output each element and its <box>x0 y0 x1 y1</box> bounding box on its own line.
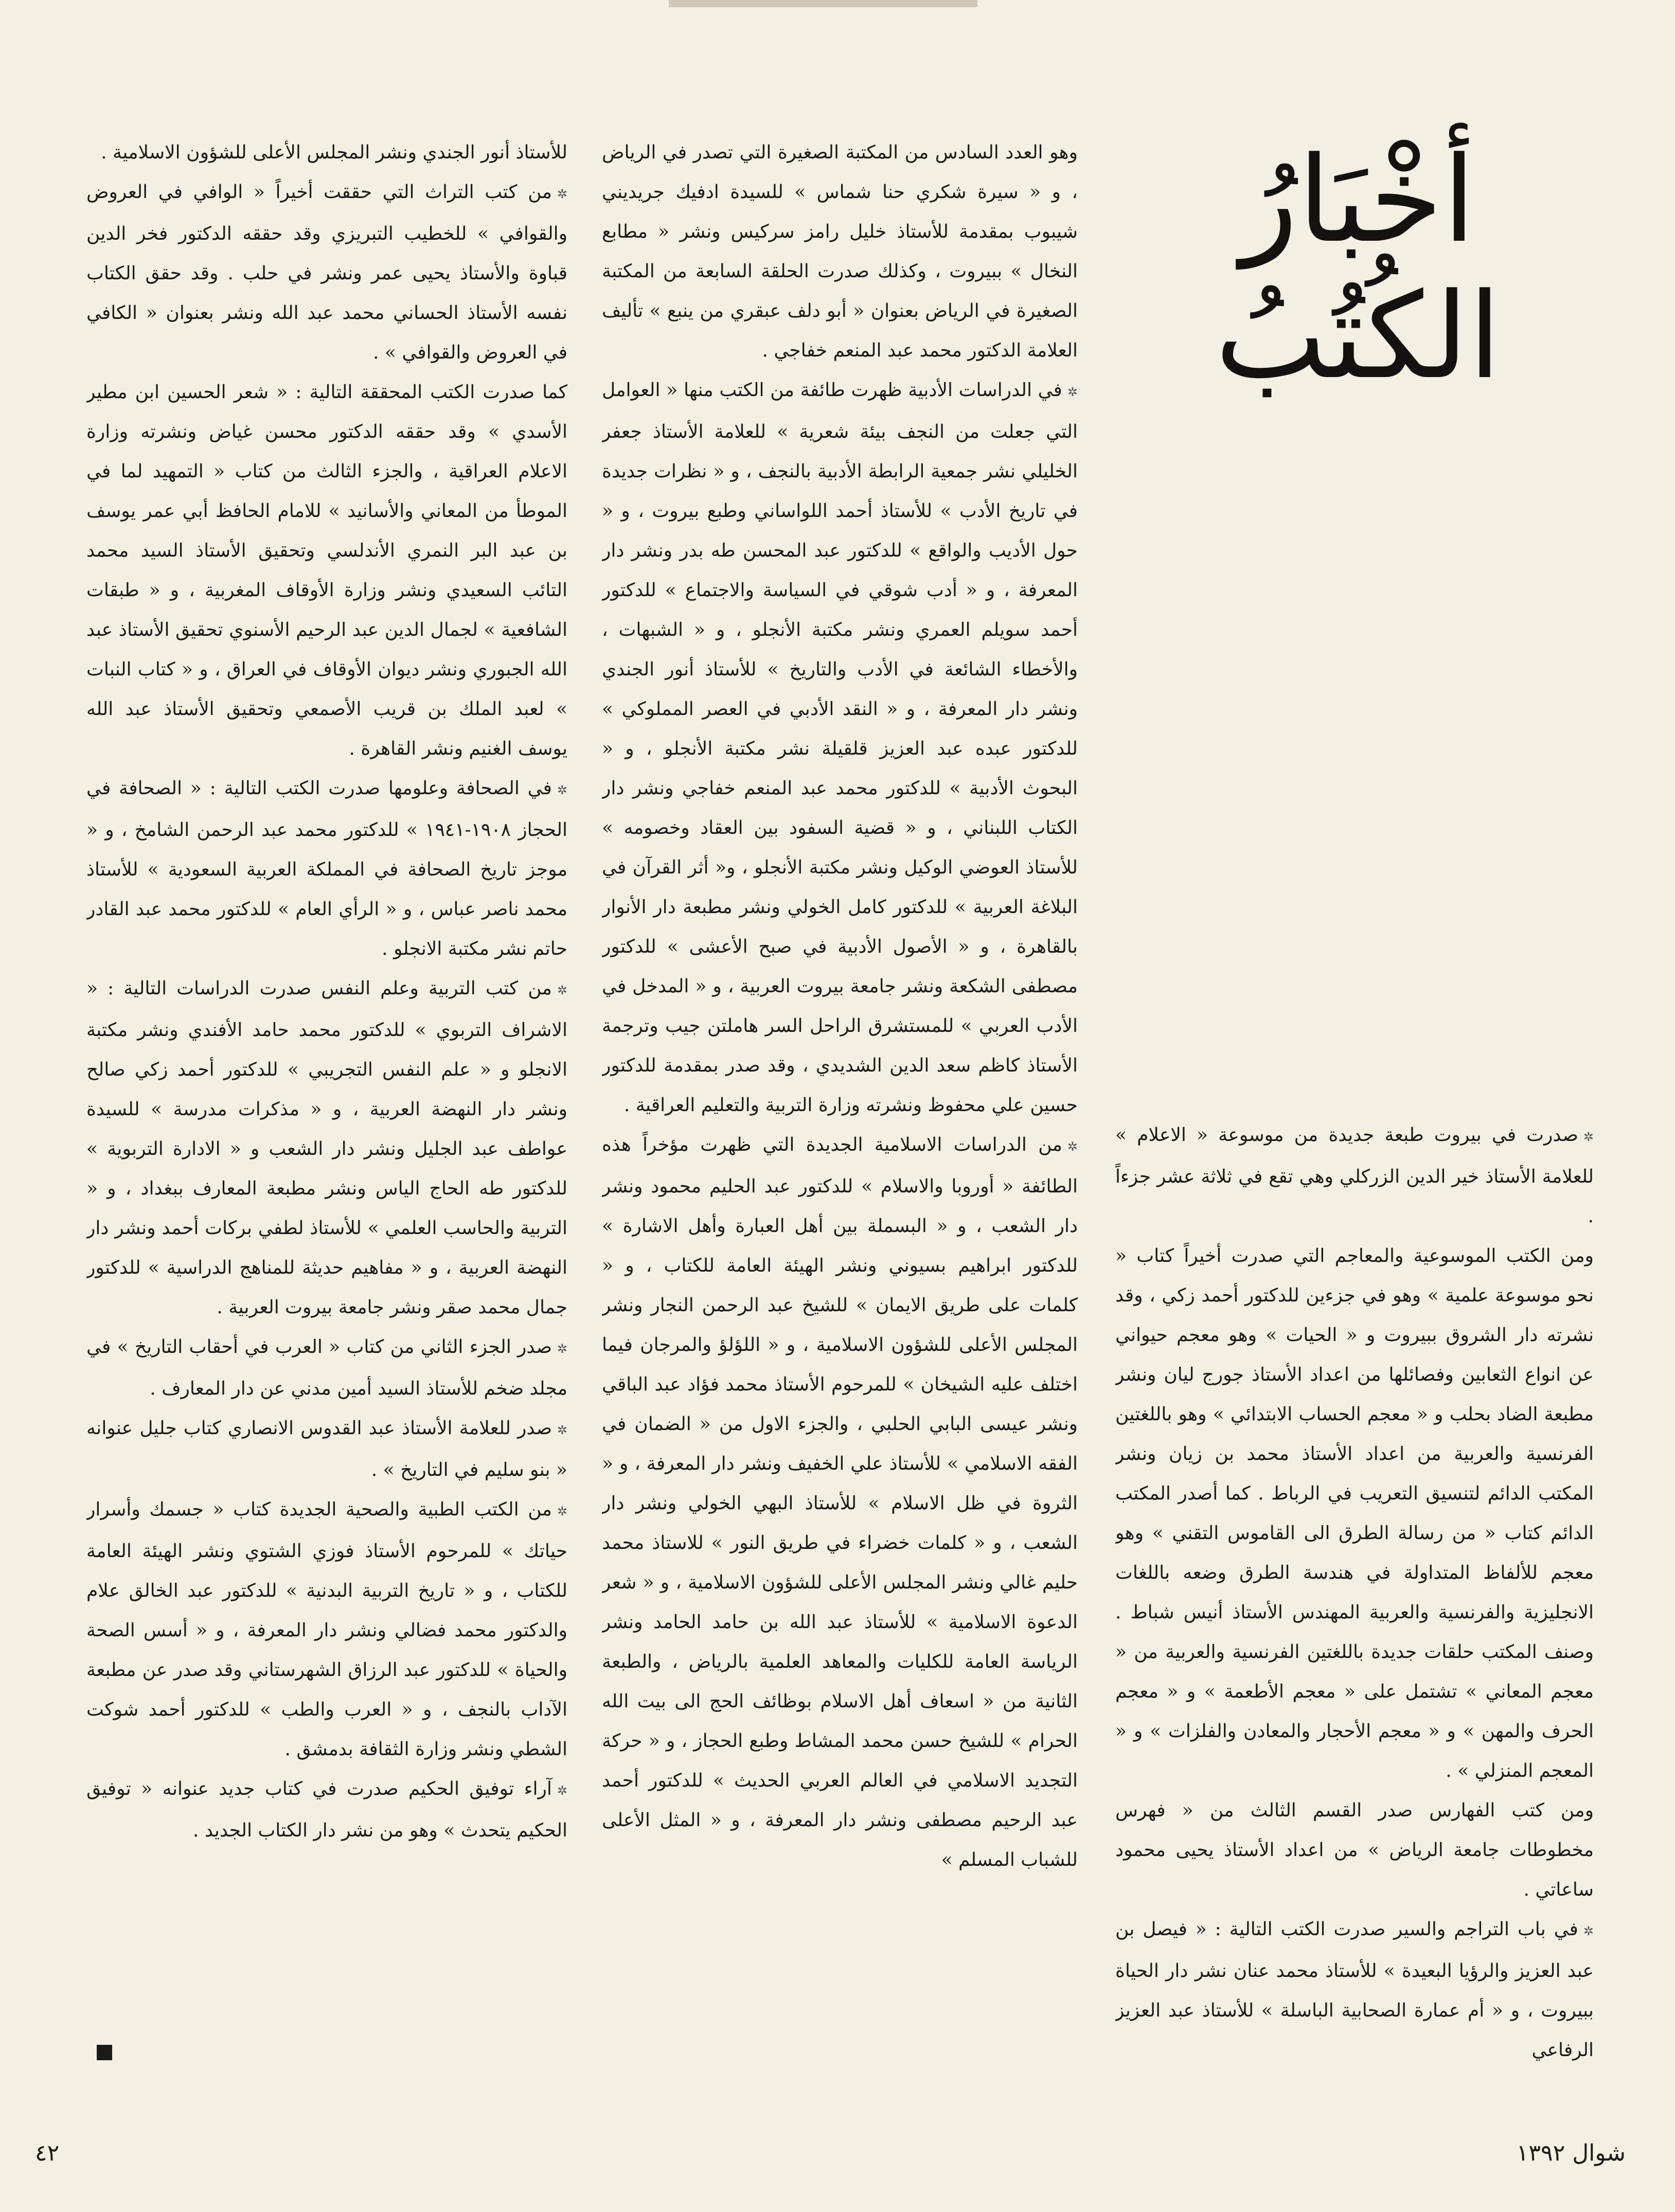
asterisk-icon: ✲ <box>557 187 567 201</box>
asterisk-icon: ✲ <box>1583 1130 1594 1144</box>
asterisk-icon: ✲ <box>557 1504 567 1519</box>
asterisk-icon: ✲ <box>557 983 567 997</box>
paragraph: ✲في الصحافة وعلومها صدرت الكتب التالية : « الصحافة في الحجاز ١٩٠٨-١٩٤١ » للدكتور محمد عبد الرحمن الشامخ ، و « موجز تاريخ الصحافة في المملكة العربية السعودية » للأستاذ محمد ناصر عباس ، و « الرأي العام » للدكتور محمد عبد القادر حاتم نشر مكتبة الانجلو . <box>86 778 567 959</box>
left-column <box>86 133 567 2082</box>
paragraph: ✲في باب التراجم والسير صدرت الكتب التالية : « فيصل بن عبد العزيز والرؤيا البعيدة » للأستاذ محمد عنان نشر دار الحياة ببيروت ، و « أم عمارة الصحابية الباسلة » للأستاذ عبد العزيز الرفاعي <box>1115 1919 1594 2061</box>
right-column-body <box>1115 1115 1594 2070</box>
footer-page-number: ٤٢ <box>35 2140 60 2166</box>
asterisk-icon: ✲ <box>557 1423 567 1437</box>
paragraph: للأستاذ أنور الجندي ونشر المجلس الأعلى للشؤون الاسلامية . <box>101 142 567 163</box>
footer-issue-date: شوال ١٣٩٢ <box>1516 2140 1626 2166</box>
paragraph: ✲في الدراسات الأدبية ظهرت طائفة من الكتب منها « العوامل التي جعلت من النجف بيئة شعرية » للعلامة الأستاذ جعفر الخليلي نشر جمعية الرابطة الأدبية بالنجف ، و « نظرات جديدة في تاريخ الأدب » للأستاذ أحمد اللواساني وطبع بيروت ، و « حول الأديب والواقع » للدكتور عبد المحسن طه بدر ونشر دار المعرفة ، و « أدب شوقي في السياسة والاجتماع » للدكتور أحمد سويلم العمري ونشر مكتبة الأنجلو ، و « الشبهات ، والأخطاء الشائعة في الأدب والتاريخ » للأستاذ أنور الجندي ونشر دار المعرفة ، و « النقد الأدبي في العصر المملوكي » للدكتور عبده عبد العزيز قلقيلة نشر مكتبة الأنجلو ، و « البحوث الأدبية » للدكتور محمد عبد المنعم خفاجي ونشر دار الكتاب اللبناني ، و « قضية السفود بين العقاد وخصومه » للأستاذ العوضي الوكيل ونشر مكتبة الأنجلو ، و« أثر القرآن في البلاغة العربية » للدكتور كامل الخولي ونشر مطبعة دار الأنوار بالقاهرة ، و « الأصول الأدبية في صبح الأعشى » للدكتور مصطفى الشكعة ونشر جامعة بيروت العربية ، و « المدخل في الأدب العربي » للمستشرق الراحل السر هاملتن جيب وترجمة الأستاذ كاظم سعد الدين الشديدي ، وقد صدر بمقدمة للدكتور حسين علي محفوظ ونشرته وزارة التربية والتعليم العراقية . <box>602 380 1078 1116</box>
paragraph: ✲صدر الجزء الثاني من كتاب « العرب في أحقاب التاريخ » في مجلد ضخم للأستاذ السيد أمين مدني عن دار المعارف . <box>86 1336 567 1399</box>
paragraph: ✲من الكتب الطبية والصحية الجديدة كتاب « جسمك وأسرار حياتك » للمرحوم الأستاذ فوزي الشتوي ونشر الهيئة العامة للكتاب ، و « تاريخ التربية البدنية » للدكتور عبد الخالق علام والدكتور محمد فضالي ونشر دار المعرفة ، و « أسس الصحة والحياة » للدكتور عبد الرزاق الشهرستاني وقد صدر عن مطبعة الآداب بالنجف ، و « العرب والطب » للدكتور أحمد شوكت الشطي ونشر وزارة الثقافة بدمشق . <box>86 1499 567 1760</box>
masthead-line-2: الكُتُبُ <box>1215 268 1502 405</box>
asterisk-icon: ✲ <box>1067 1139 1078 1154</box>
paragraph: ✲من كتب التراث التي حققت أخيراً « الوافي في العروض والقوافي » للخطيب التبريزي وقد حققه الدكتور فخر الدين قباوة والأستاذ يحيى عمر ونشر في حلب . وقد حقق الكتاب نفسه الأستاذ الحساني محمد عبد الله ونشر بعنوان « الكافي في العروض والقوافي » . <box>86 182 567 363</box>
asterisk-icon: ✲ <box>1583 1924 1594 1938</box>
paragraph: كما صدرت الكتب المحققة التالية : « شعر الحسين ابن مطير الأسدي » وقد حققه الدكتور محسن غياض ونشرته وزارة الاعلام العراقية ، والجزء الثالث من كتاب « التمهيد لما في الموطأ من المعاني والأسانيد » للامام الحافظ أبي عمر يوسف بن عبد البر النمري الأندلسي وتحقيق الأستاذ السيد محمد التائب السعيدي ونشر وزارة الأوقاف المغربية ، و « طبقات الشافعية » لجمال الدين عبد الرحيم الأسنوي تحقيق الأستاذ عبد الله الجبوري ونشر ديوان الأوقاف في العراق ، و « كتاب النبات » لعبد الملك بن قريب الأصمعي وتحقيق الأستاذ عبد الله يوسف الغنيم ونشر القاهرة . <box>86 382 567 759</box>
paragraph: وهو العدد السادس من المكتبة الصغيرة التي تصدر في الرياض ، و « سيرة شكري حنا شماس » للسيدة ادفيك جريديني شيبوب بمقدمة للأستاذ خليل رامز سركيس ونشر « مطابع النخال » ببيروت ، وكذلك صدرت الحلقة السابعة من المكتبة الصغيرة في الرياض بعنوان « أبو دلف عبقري من ينبع » تأليف العلامة الدكتور محمد عبد المنعم خفاجي . <box>602 142 1078 361</box>
paragraph: ومن الكتب الموسوعية والمعاجم التي صدرت أخيراً كتاب « نحو موسوعة علمية » وهو في جزءين للدكتور أحمد زكي ، وقد نشرته دار الشروق ببيروت و « الحيات » وهو معجم حيواني عن انواع الثعابين وفصائلها من اعداد الأستاذ جورج ليان ونشر مطبعة الضاد بحلب و « معجم الحساب الابتدائي » وهو باللغتين الفرنسية والعربية من اعداد الأستاذ محمد بن زيان ونشر المكتب الدائم لتنسيق التعريب في الرباط . كما أصدر المكتب الدائم كتاب « من رسالة الطرق الى القاموس التقني » وهو معجم للألفاظ المتداولة في هندسة الطرق وضعه باللغات الانجليزية والفرنسية والعربية المهندس الأستاذ أنيس شباط . وصنف المكتب حلقات جديدة باللغتين الفرنسية والعربية من « معجم المعاني » تشتمل على « معجم الأطعمة » و « معجم الحرف والمهن » و « معجم الأحجار والمعادن والفلزات » و « المعجم المنزلي » . <box>1115 1245 1594 1781</box>
paragraph: ✲صدر للعلامة الأستاذ عبد القدوس الانصاري كتاب جليل عنوانه « بنو سليم في التاريخ » . <box>86 1418 567 1480</box>
masthead-line-1: أخْبَارُ <box>1240 132 1476 269</box>
asterisk-icon: ✲ <box>557 1783 567 1798</box>
end-of-article-square-icon <box>97 2045 112 2060</box>
paragraph: ✲آراء توفيق الحكيم صدرت في كتاب جديد عنوانه « توفيق الحكيم يتحدث » وهو من نشر دار الكتاب الجديد . <box>86 1778 567 1841</box>
paragraph: ✲من كتب التربية وعلم النفس صدرت الدراسات التالية : « الاشراف التربوي » للدكتور محمد حامد الأفندي ونشر مكتبة الانجلو و « علم النفس التجريبي » للدكتور أحمد زكي صالح ونشر دار النهضة العربية ، و « مذكرات مدرسة » للسيدة عواطف عبد الجليل ونشر دار الشعب و « الادارة التربوية » للدكتور طه الحاج الياس ونشر مطبعة المعارف ببغداد ، و « التربية والحاسب العلمي » للأستاذ لطفي بركات أحمد ونشر دار النهضة العربية ، و « مفاهيم حديثة للمناهج الدراسية » للدكتور جمال محمد صقر ونشر جامعة بيروت العربية . <box>86 978 567 1318</box>
top-edge-shadow <box>669 0 977 7</box>
asterisk-icon: ✲ <box>557 1342 567 1356</box>
paragraph: ومن كتب الفهارس صدر القسم الثالث من « فهرس مخطوطات جامعة الرياض » من اعداد الأستاذ يحيى محمود ساعاتي . <box>1115 1800 1594 1900</box>
right-column <box>1115 133 1594 2082</box>
asterisk-icon: ✲ <box>1067 385 1078 399</box>
middle-column <box>602 133 1078 2082</box>
asterisk-icon: ✲ <box>557 783 567 797</box>
paragraph: ✲من الدراسات الاسلامية الجديدة التي ظهرت مؤخراً هذه الطائفة « أوروبا والاسلام » للدكتور عبد الحليم محمود ونشر دار الشعب ، و « البسملة بين أهل العبارة وأهل الاشارة » للدكتور ابراهيم بسيوني ونشر الهيئة العامة للكتاب ، و « كلمات على طريق الايمان » للشيخ عبد الرحمن النجار ونشر المجلس الأعلى للشؤون الاسلامية ، و « اللؤلؤ والمرجان فيما اختلف عليه الشيخان » للمرحوم الأستاذ محمد فؤاد عبد الباقي ونشر عيسى البابي الحلبي ، والجزء الاول من « الضمان في الفقه الاسلامي » للأستاذ علي الخفيف ونشر دار المعرفة ، و « الثروة في ظل الاسلام » للأستاذ البهي الخولي ونشر دار الشعب ، و « كلمات خضراء في طريق النور » للاستاذ محمد حليم غالي ونشر المجلس الأعلى للشؤون الاسلامية ، و « شعر الدعوة الاسلامية » للأستاذ عبد الله بن حامد الحامد ونشر الرياسة العامة للكليات والمعاهد العلمية بالرياض ، والطبعة الثانية من « اسعاف أهل الاسلام بوظائف الحج الى بيت الله الحرام » للشيخ حسن محمد المشاط وطبع الحجاز ، و « حركة التجديد الاسلامي في العالم العربي الحديث » للدكتور أحمد عبد الرحيم مصطفى ونشر دار المعرفة ، و « المثل الأعلى للشباب المسلم » <box>602 1134 1078 1870</box>
paragraph: ✲صدرت في بيروت طبعة جديدة من موسوعة « الاعلام » للعلامة الأستاذ خير الدين الزركلي وهي تقع في ثلاثة عشر جزءاً . <box>1115 1125 1594 1227</box>
